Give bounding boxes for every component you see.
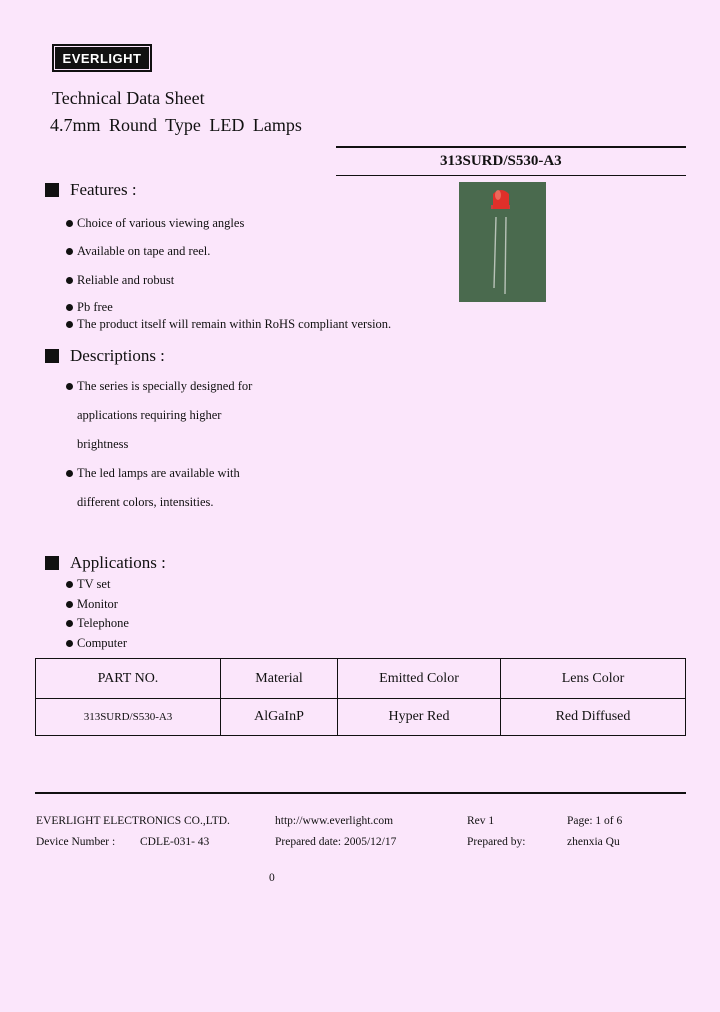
footer-device-number-label: Device Number : <box>36 836 116 848</box>
bullet-icon <box>66 248 73 255</box>
table-cell: Red Diffused <box>501 699 686 736</box>
led-product-photo <box>459 182 546 302</box>
document-subtitle: 4.7mm Round Type LED Lamps <box>50 115 302 135</box>
table-row <box>36 699 686 736</box>
footer-prepared-date: Prepared date: 2005/12/17 <box>275 836 397 848</box>
table-cell: AlGaInP <box>221 699 338 736</box>
description-line: The series is specially designed for <box>77 379 253 393</box>
bullet-icon <box>66 220 73 227</box>
product-spec-table <box>35 658 686 736</box>
application-item: Telephone <box>77 616 129 630</box>
document-title: Technical Data Sheet <box>52 88 205 108</box>
table-cell: 313SURD/S530-A3 <box>36 699 221 736</box>
table-header-cell: PART NO. <box>36 659 221 699</box>
part-number-top-rule <box>336 146 686 148</box>
description-line: different colors, intensities. <box>77 495 214 509</box>
bullet-icon <box>66 304 73 311</box>
bullet-icon <box>66 470 73 477</box>
footer-prepared-by: zhenxia Qu <box>567 836 620 848</box>
bullet-icon <box>66 620 73 627</box>
table-header-cell: Emitted Color <box>338 659 501 699</box>
table-header-row <box>36 659 686 699</box>
footer-revision: Rev 1 <box>467 815 495 827</box>
table-header-cell: Lens Color <box>501 659 686 699</box>
bullet-icon <box>66 640 73 647</box>
part-number: 313SURD/S530-A3 <box>440 153 562 169</box>
footer-device-number: CDLE-031- 43 <box>140 836 210 848</box>
feature-item: The product itself will remain within RoHS compliant version. <box>77 317 392 331</box>
bullet-icon <box>66 581 73 588</box>
everlight-logo <box>52 44 152 72</box>
description-line: brightness <box>77 437 129 451</box>
description-line: applications requiring higher <box>77 408 222 422</box>
led-lamp-image <box>459 182 546 302</box>
descriptions-heading: Descriptions : <box>70 346 165 365</box>
bullet-icon <box>66 277 73 284</box>
feature-item: Reliable and robust <box>77 273 175 287</box>
bullet-icon <box>66 601 73 608</box>
descriptions-section-marker <box>45 349 59 363</box>
application-item: TV set <box>77 577 111 591</box>
table-cell: Hyper Red <box>338 699 501 736</box>
part-number-bottom-rule <box>336 175 686 176</box>
bullet-icon <box>66 321 73 328</box>
application-item: Computer <box>77 636 127 650</box>
footer-page: Page: 1 of 6 <box>567 815 623 827</box>
application-item: Monitor <box>77 597 118 611</box>
applications-heading: Applications : <box>70 553 166 572</box>
footer-page-index: 0 <box>269 872 275 884</box>
feature-item: Choice of various viewing angles <box>77 216 245 230</box>
features-heading: Features : <box>70 180 137 199</box>
description-line: The led lamps are available with <box>77 466 240 480</box>
footer-company: EVERLIGHT ELECTRONICS CO.,LTD. <box>36 815 230 827</box>
footer-rule <box>35 792 686 794</box>
applications-section-marker <box>45 556 59 570</box>
features-section-marker <box>45 183 59 197</box>
table-header-cell: Material <box>221 659 338 699</box>
footer-url[interactable]: http://www.everlight.com <box>275 815 394 827</box>
footer-prepared-by-label: Prepared by: <box>467 836 526 848</box>
logo-text: EVERLIGHT <box>55 47 149 69</box>
feature-item: Pb free <box>77 300 113 314</box>
feature-item: Available on tape and reel. <box>77 244 211 258</box>
bullet-icon <box>66 383 73 390</box>
